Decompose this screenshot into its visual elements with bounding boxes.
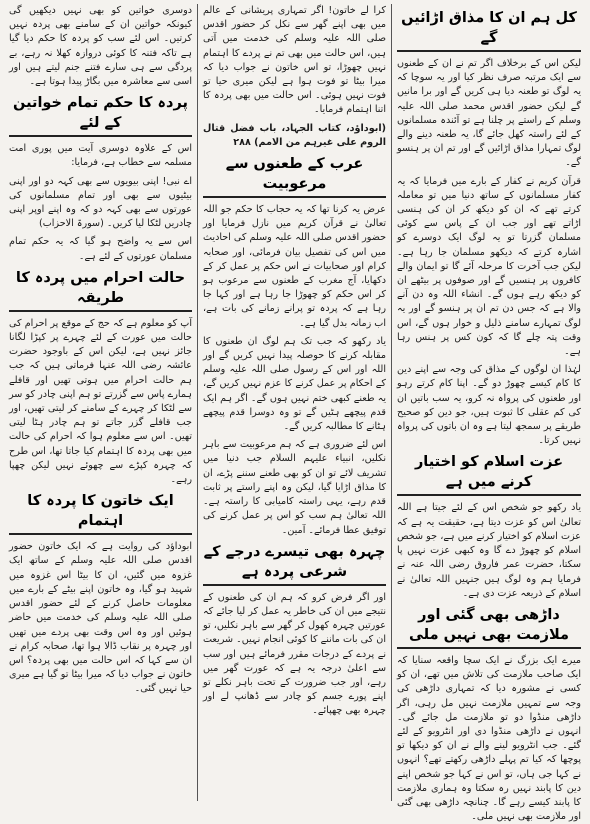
paragraph: آپ کو معلوم ہے کہ حج کے موقع پر احرام کی حالت میں عورت کے لئے چہرے پر کپڑا لگانا جائز نہیں ہے، لیکن اس کے باوجود حضرت عائشہ رضی اللہ عنہا فرماتی ہیں کہ جب ہم حالت احرام میں ہوتی تھیں اور قافلے ہمارے پاس سے گزرتے تو ہم اپنی چادر کو سر سے لٹکا کر چہرے کے سامنے کر لیتی تھیں، اور جب قافلے گزر جاتے تو ہم چادر ہٹا لیتی تھیں۔ اس سے معلوم ہوا کہ احرام کی حالت میں بھی پردہ کا اہتمام کیا جاتا تھا، اس طرح کہ چہرہ کپڑے سے چھوئے نہیں لیکن چھپا رہے۔ xyxy=(9,317,192,486)
column-middle xyxy=(198,4,392,801)
section-heading: عزت اسلام کو اختیار کرنے میں ہے xyxy=(397,452,581,496)
reference-line: (ابوداؤد، کتاب الجہاد، باب فضل قتال الروم علی غیرہم من الامم) ۲۸۸ xyxy=(203,122,386,148)
paragraph: لہٰذا ان لوگوں کے مذاق کی وجہ سے اپنے دین کا کام کیسے چھوڑ دو گے۔ اپنا کام کرتے رہو اور طعنوں کی پرواہ نہ کرو، یہ سب باتیں ان کی کم عقلی کا ثبوت ہیں، جو دین کو صحیح طریقے پر سمجھ لیتا ہے وہ ان باتوں کی پرواہ نہیں کرتا۔ xyxy=(397,364,581,447)
paragraph: عرض یہ کرنا تھا کہ یہ حجاب کا حکم جو اللہ تعالیٰ نے قرآن کریم میں نازل فرمایا اور حضور اقدس صلی اللہ علیہ وسلم کی احادیث میں اس کی تفصیل بیان فرمائی، اور صحابہ کرام اور صحابیات نے اس حکم پر عمل کر کے دکھایا، آج مغرب کے طعنوں سے مرعوب ہو کر اس حکم کو چھوڑا جا رہا ہے اور کہا جا رہا ہے کہ پردہ تو پرانے زمانے کی بات ہے، اب زمانہ بدل گیا ہے۔ xyxy=(203,204,386,329)
section-heading: چہرہ بھی تیسرے درجے کے شرعی پردہ ہے xyxy=(203,542,386,586)
section-heading: عرب کے طعنوں سے مرعوبیت xyxy=(203,154,386,198)
paragraph: قرآن کریم نے کفار کے بارے میں فرمایا کہ یہ کفار مسلمانوں کے ساتھ دنیا میں تو معاملہ کرتے تھے کہ ان کو دیکھ کر ان کی ہنسی اڑاتے تھے اور جب ان کے پاس سے کوئی مسلمان گزرتا تو یہ لوگ ایک دوسرے کو اشارہ کرتے کہ دیکھو مسلمان جا رہا ہے۔ لیکن جب آخرت کا مرحلہ آئے گا تو ایمان والے کافروں پر ہنسیں گے اور صوفوں پر بیٹھے ان کو دیکھ رہے ہوں گے۔ انشاء اللہ وہ دن آنے والا ہے کہ جس دن تم ان پر ہنسو گے اور یہ لوگ تمہارے سامنے ذلیل و خوار ہوں گے، اس وقت پتہ چلے گا کہ کون کس پر ہنس رہا ہے۔ xyxy=(397,175,581,358)
column-left xyxy=(4,4,198,801)
paragraph: میرے ایک بزرگ نے ایک سچا واقعہ سنایا کہ ایک صاحب ملازمت کی تلاش میں تھے، ان کو کسی نے مشورہ دیا کہ تمہاری داڑھی کی وجہ سے تمہیں ملازمت نہیں مل رہی، اگر داڑھی منڈوا دو تو ملازمت مل جائے گی۔ انہوں نے داڑھی منڈوا دی اور انٹرویو کے لئے گئے۔ جب انٹرویو لینے والے نے ان کو دیکھا تو پوچھا کہ کیا تم پہلے داڑھی رکھتے تھے؟ انہوں نے کہا جی ہاں، تو اس نے کہا جو شخص اپنے دین کا پابند نہیں رہ سکتا وہ ہماری ملازمت کا پابند کیسے رہے گا۔ چنانچہ داڑھی بھی گئی اور ملازمت بھی نہیں ملی۔ xyxy=(397,654,581,823)
paragraph: اس سے یہ واضح ہو گیا کہ یہ حکم تمام مسلمان عورتوں کے لئے ہے۔ xyxy=(9,236,192,262)
paragraph: یاد رکھو کہ جب تک ہم لوگ ان طعنوں کا مقابلہ کرنے کا حوصلہ پیدا نہیں کریں گے اور اللہ اور اس کے رسول صلی اللہ علیہ وسلم کے احکام پر عمل کرنے کا عزم نہیں کریں گے، یہ طعنے کبھی ختم نہیں ہوں گے۔ اگر ہم ایک قدم پیچھے ہٹیں گے تو وہ دوسرا قدم پیچھے ہٹانے کا مطالبہ کریں گے۔ xyxy=(203,335,386,433)
paragraph: اس کے علاوہ دوسری آیت میں پوری امت مسلمہ سے خطاب ہے، فرمایا: xyxy=(9,143,192,169)
paragraph: یاد رکھو جو شخص اس کے لئے جیتا ہے اللہ تعالیٰ اس کو عزت دیتا ہے، حقیقت یہ ہے کہ عزت اسلام کو اختیار کرنے میں ہے، جو شخص اسلام کو چھوڑ دے گا وہ کبھی عزت نہیں پا سکتا، حضرت عمر فاروق رضی اللہ عنہ نے فرمایا ہم وہ لوگ ہیں جنہیں اللہ تعالیٰ نے اسلام کے ذریعہ عزت دی ہے۔ xyxy=(397,502,581,599)
section-heading: داڑھی بھی گئی اور ملازمت بھی نہیں ملی xyxy=(397,605,581,649)
section-heading: ایک خاتون کا پردہ کا اہتمام xyxy=(9,491,192,535)
section-heading: حالت احرام میں پردہ کا طریقہ xyxy=(9,268,192,312)
paragraph: اور اگر فرض کرو کہ ہم ان کی طعنوں کے نتیجے میں ان کی خاطر یہ عمل کر لیا جائے کہ عورتیں چہرہ کھول کر گھر سے باہر نکلیں، تو ان کی بات ماننے کا کوئی انجام نہیں۔ شریعت نے پردے کے درجات مقرر فرمائے ہیں اور سب سے اعلیٰ درجہ یہ ہے کہ عورت گھر میں رہے، اور جب ضرورت کے تحت باہر نکلے تو اپنے پورے جسم کو چادر سے ڈھانپ لے اور چہرہ بھی چھپائے۔ xyxy=(203,591,386,717)
paragraph: اس لئے ضروری ہے کہ ہم مرعوبیت سے باہر نکلیں، انبیاء علیہم السلام جب دنیا میں تشریف لائے تو ان کو بھی طعنے سننے پڑے، ان کا مذاق اڑایا گیا، لیکن وہ اپنے راستے پر ثابت قدم رہے، یہی راستہ کامیابی کا راستہ ہے۔ اللہ تعالیٰ ہم سب کو اس پر عمل کرنے کی توفیق عطا فرمائے۔ آمین۔ xyxy=(203,439,386,536)
section-heading: پردہ کا حکم تمام خواتین کے لئے xyxy=(9,93,192,137)
paragraph: اے نبی! اپنی بیویوں سے بھی کہہ دو اور اپنی بیٹیوں سے بھی اور تمام مسلمانوں کی عورتوں سے بھی کہہ دو کہ وہ اپنے اوپر اپنی چادریں لٹکا لیا کریں۔ (سورۃ الاحزاب) xyxy=(9,175,192,230)
paragraph: لیکن اس کے برخلاف اگر تم نے ان کے طعنوں سے ایک مرتبہ صرف نظر کیا اور یہ سوچا کہ یہ لوگ تو طعنہ دیا ہی کریں گے اور برا مانیں گے لیکن حضور اقدس محمد صلی اللہ علیہ وسلم کے راستے پر چلنا ہے تو آئندہ مسلمانوں کے لئے راستہ کھل جائے گا، یہ طعنہ دینے والے لوگ تمہارا مذاق اڑائیں گے اور تم ان پر ہنسو گے۔ xyxy=(397,58,581,169)
columns-container xyxy=(4,4,586,823)
paragraph: کرا لے خاتون! اگر تمہاری پریشانی کے عالم میں بھی اپنے گھر سے نکل کر حضور اقدس صلی اللہ علیہ وسلم کی خدمت میں آتی ہیں، اس حالت میں بھی تم نے پردے کا اہتمام نہیں چھوڑا، تو اس خاتون نے جواب دیا کہ میرا بیٹا تو فوت ہوا ہے لیکن میری حیا تو فوت نہیں ہوئی۔ اس حالت میں بھی پردہ کا اتنا اہتمام فرمایا۔ xyxy=(203,5,386,116)
section-heading: کل ہم ان کا مذاق اڑائیں گے xyxy=(397,8,581,52)
paragraph: دوسری خواتین کو بھی نہیں دیکھیں گی کیونکہ خواتین ان کے سامنے بھی پردہ نہیں کرتیں۔ اس لئے سب کو پردہ کا حکم دیا گیا ہے تاکہ فتنہ کا کوئی دروازہ کھلا نہ رہے، بے پردگی سے ہی سارے فتنے جنم لیتے ہیں اور اسی سے معاشرہ میں بگاڑ پیدا ہوتا ہے۔ xyxy=(9,5,192,88)
paragraph: ابوداؤد کی روایت ہے کہ ایک خاتون حضور اقدس صلی اللہ علیہ وسلم کے ساتھ ایک غزوہ میں گئیں، ان کا بیٹا اس غزوہ میں شہید ہو گیا، وہ خاتون اپنے بیٹے کے بارے میں معلومات حاصل کرنے کے لئے حضور اقدس صلی اللہ علیہ وسلم کی خدمت میں حاضر ہوئیں اور وہ اس وقت بھی پردے میں تھیں اور چہرہ پر نقاب ڈالا ہوا تھا، صحابہ کرام نے ان سے کہا کہ اس حالت میں بھی پردہ؟ اس خاتون نے جواب دیا کہ میرا بیٹا تو گیا ہے میری حیا نہیں گئی۔ xyxy=(9,541,192,695)
column-right xyxy=(392,4,586,823)
